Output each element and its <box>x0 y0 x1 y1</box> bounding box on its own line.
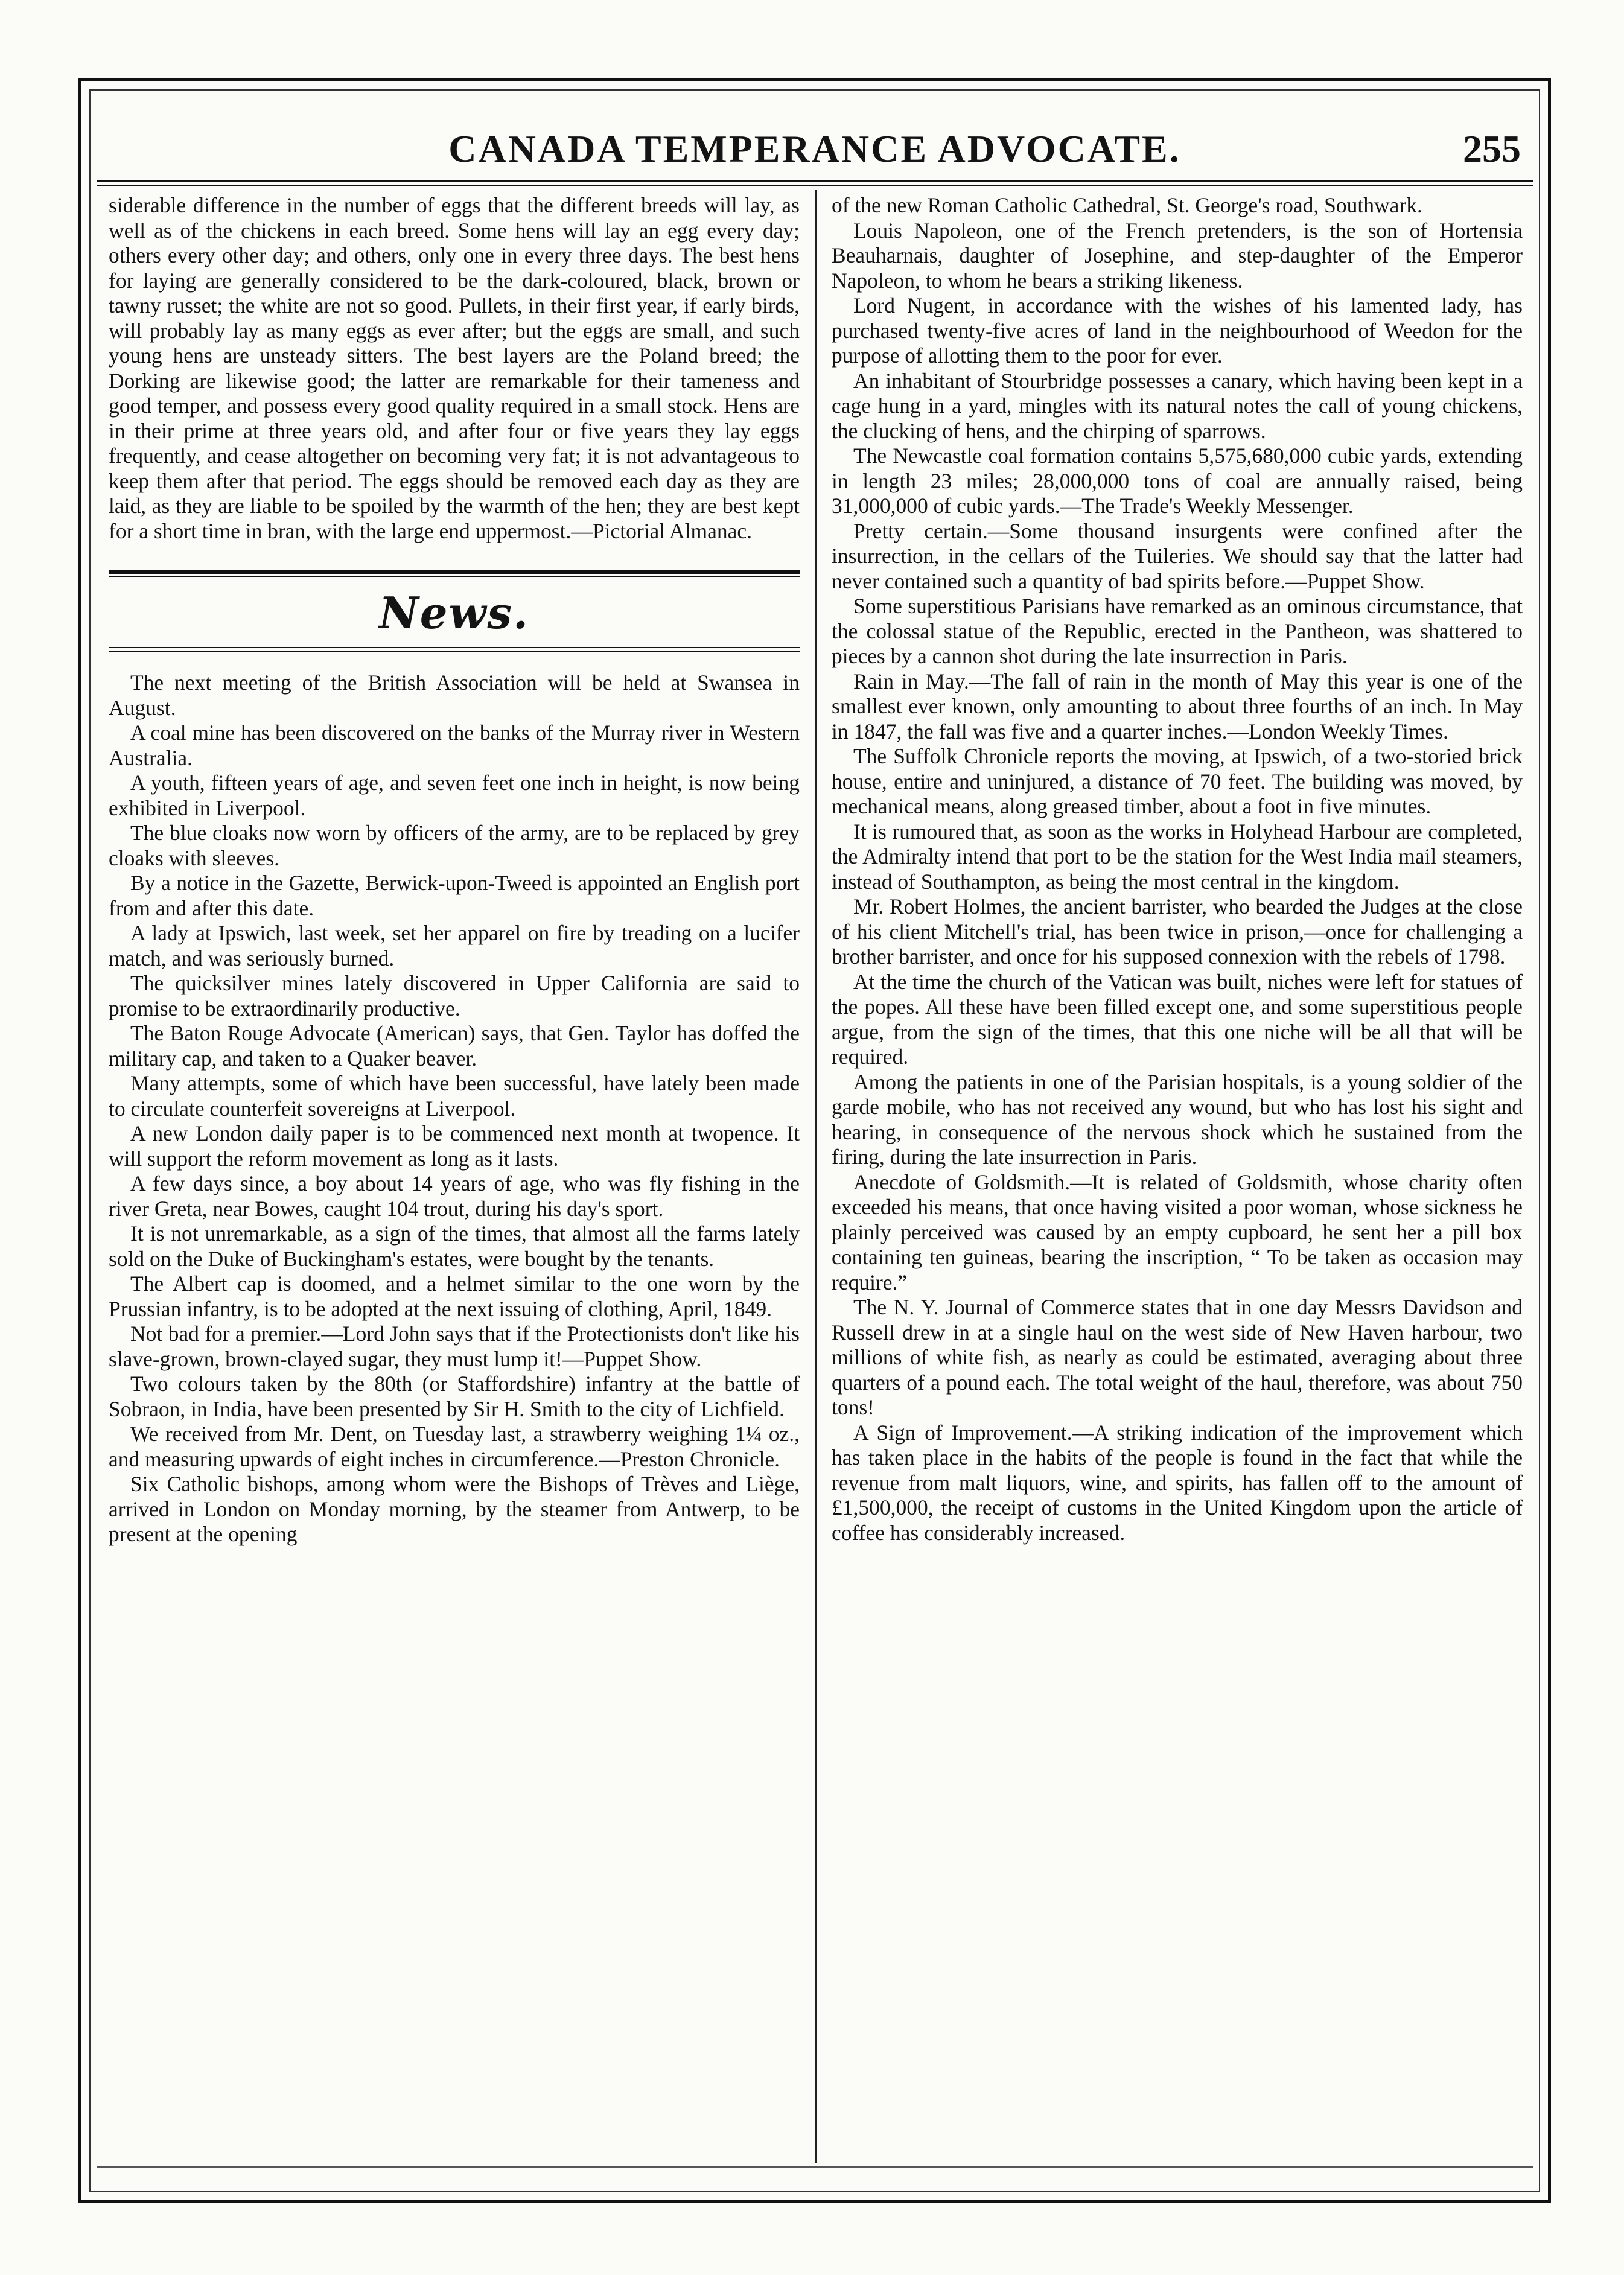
news-item: It is not unremarkable, as a sign of the times, that almost all the farms lately sold on the Duke of Buckingham's estates, were bought by the tenants. <box>109 1221 800 1271</box>
right-column <box>832 193 1523 2160</box>
news-item: We received from Mr. Dent, on Tuesday last, a strawberry weighing 1¼ oz., and measuring upwards of eight inches in circumference.—Preston Chronicle. <box>109 1422 800 1471</box>
news-item: An inhabitant of Stourbridge possesses a canary, which having been kept in a cage hung in a yard, mingles with its natural notes the call of young chickens, the clucking of hens, and the chirping of sparrows. <box>832 368 1523 443</box>
news-item: A Sign of Improvement.—A striking indication of the improvement which has taken place in the habits of the people is found in the fact that while the revenue from malt liquors, wine, and spirits, has fallen off to the amount of £1,500,000, the receipt of customs in the United Kingdom upon the article of coffee has considerably increased. <box>832 1420 1523 1545</box>
news-item: Louis Napoleon, one of the French pretenders, is the son of Hortensia Beauharnais, daughter of Josephine, and step-daughter of the Emperor Napoleon, to whom he bears a striking likeness. <box>832 218 1523 293</box>
news-item: Some superstitious Parisians have remarked as an ominous circumstance, that the colossal statue of the Republic, erected in the Pantheon, was shattered to pieces by a cannon shot during the late insurrection in Paris. <box>832 594 1523 668</box>
page-header <box>97 116 1533 182</box>
news-item: of the new Roman Catholic Cathedral, St. George's road, Southwark. <box>832 193 1422 217</box>
news-item: A new London daily paper is to be commenced next month at twopence. It will support the reform movement as long as it lasts. <box>109 1121 800 1171</box>
bottom-rule <box>97 2166 1533 2168</box>
news-item: The blue cloaks now worn by officers of the army, are to be replaced by grey cloaks with sleeves. <box>109 821 800 870</box>
publication-title: CANADA TEMPERANCE ADVOCATE. <box>448 127 1181 170</box>
news-item: It is rumoured that, as soon as the works in Holyhead Harbour are completed, the Admiralty intend that port to be the station for the West India mail steamers, instead of Southampton, as being the most central in the kingdom. <box>832 819 1523 894</box>
news-item: Two colours taken by the 80th (or Staffordshire) infantry at the battle of Sobraon, in India, have been presented by Sir H. Smith to the city of Lichfield. <box>109 1372 800 1421</box>
news-item: The Newcastle coal formation contains 5,575,680,000 cubic yards, extending in length 23 miles; 28,000,000 tons of coal are annually raised, being 31,000,000 of cubic yards.—The Trade's Weekly Messenger. <box>832 444 1523 518</box>
left-column <box>109 193 800 2160</box>
news-item: A few days since, a boy about 14 years of age, who was fly fishing in the river Greta, near Bowes, caught 104 trout, during his day's sport. <box>109 1171 800 1221</box>
column-divider <box>815 190 817 2163</box>
page-number: 255 <box>1463 127 1521 170</box>
news-item: At the time the church of the Vatican was built, niches were left for statues of the popes. All these have been filled except one, and some superstitious people argue, from the sign of the times, that this one niche will be all that will be required. <box>832 969 1523 1069</box>
news-item: The Albert cap is doomed, and a helmet similar to the one worn by the Prussian infantry, is to be adopted at the next issuing of clothing, April, 1849. <box>109 1271 800 1321</box>
continued-article: siderable difference in the number of eggs that the different breeds will lay, as well as of the chickens in each breed. Some hens will lay an egg every day; others every other day; and others, only one in every three days. The best hens for laying are generally considered to be the dark-coloured, black, brown or tawny russet; the white are not so good. Pullets, in their first year, if early birds, will probably lay as many eggs as ever after; but the eggs are small, and such young hens are unsteady sitters. The best layers are the Poland breed; the Dorking are likewise good; the latter are remarkable for their tameness and good temper, and possess every good quality required in a small stock. Hens are in their prime at three years old, and after four or five years they lay eggs frequently, and cease altogether on becoming very fat; it is not advantageous to keep them after that period. The eggs should be removed each day as they are laid, as they are liable to be spoiled by the warmth of the hen; they are best kept for a short time in bran, with the large end uppermost.—Pictorial Almanac. <box>109 193 800 543</box>
news-item: Anecdote of Goldsmith.—It is related of Goldsmith, whose charity often exceeded his means, that once having visited a poor woman, whose sickness he plainly perceived was caused by an empty cupboard, he sent her a pill box containing ten guineas, bearing the inscription, “ To be taken as occasion may require.” <box>832 1169 1523 1294</box>
news-item: Many attempts, some of which have been successful, have lately been made to circulate counterfeit sovereigns at Liverpool. <box>109 1071 800 1121</box>
news-item: Six Catholic bishops, among whom were the Bishops of Trèves and Liège, arrived in London on Monday morning, by the steamer from Antwerp, to be present at the opening <box>109 1472 800 1546</box>
section-heading: News. <box>378 587 530 638</box>
news-item: The next meeting of the British Association will be held at Swansea in August. <box>109 670 800 720</box>
section-heading-rule <box>109 647 800 652</box>
news-item: The Baton Rouge Advocate (American) says, that Gen. Taylor has doffed the military cap, and taken to a Quaker beaver. <box>109 1021 800 1071</box>
news-item: The Suffolk Chronicle reports the moving, at Ipswich, of a two-storied brick house, entire and uninjured, a distance of 70 feet. The building was moved, by mechanical means, along greased timber, about a foot in five minutes. <box>832 744 1523 818</box>
header-rule <box>97 180 1533 186</box>
news-item: Mr. Robert Holmes, the ancient barrister, who bearded the Judges at the close of his client Mitchell's trial, has been twice in prison,—once for challenging a brother barrister, and once for his supposed connexion with the rebels of 1798. <box>832 894 1523 969</box>
news-item: Rain in May.—The fall of rain in the month of May this year is one of the smallest ever known, only amounting to about three fourths of an inch. In May in 1847, the fall was five and a quarter inches.—London Weekly Times. <box>832 669 1523 743</box>
news-item: A coal mine has been discovered on the banks of the Murray river in Western Australia. <box>109 721 800 770</box>
news-item: Pretty certain.—Some thousand insurgents were confined after the insurrection, in the cellars of the Tuileries. We should say that the latter had never contained such a quantity of bad spirits before.—Puppet Show. <box>832 518 1523 593</box>
news-item: Lord Nugent, in accordance with the wishes of his lamented lady, has purchased twenty-five acres of land in the neighbourhood of Weedon for the purpose of allotting them to the poor for ever. <box>832 293 1523 368</box>
news-item: By a notice in the Gazette, Berwick-upon-Tweed is appointed an English port from and after this date. <box>109 871 800 920</box>
news-item: Among the patients in one of the Parisian hospitals, is a young soldier of the garde mobile, who has not received any wound, but who has lost his sight and hearing, in consequence of the nervous shock which he sustained from the firing, during the late insurrection in Paris. <box>832 1069 1523 1169</box>
news-item: The quicksilver mines lately discovered in Upper California are said to promise to be extraordinarily productive. <box>109 971 800 1020</box>
section-rule <box>109 570 800 577</box>
news-item: A lady at Ipswich, last week, set her apparel on fire by treading on a lucifer match, and was seriously burned. <box>109 921 800 970</box>
news-item: A youth, fifteen years of age, and seven feet one inch in height, is now being exhibited in Liverpool. <box>109 771 800 820</box>
news-item: Not bad for a premier.—Lord John says that if the Protectionists don't like his slave-grown, brown-clayed sugar, they must lump it!—Puppet Show. <box>109 1322 800 1371</box>
news-item: The N. Y. Journal of Commerce states that in one day Messrs Davidson and Russell drew in at a single haul on the west side of New Haven harbour, two millions of white fish, as nearly as could be estimated, averaging about three quarters of a pound each. The total weight of the haul, therefore, was about 750 tons! <box>832 1295 1523 1419</box>
